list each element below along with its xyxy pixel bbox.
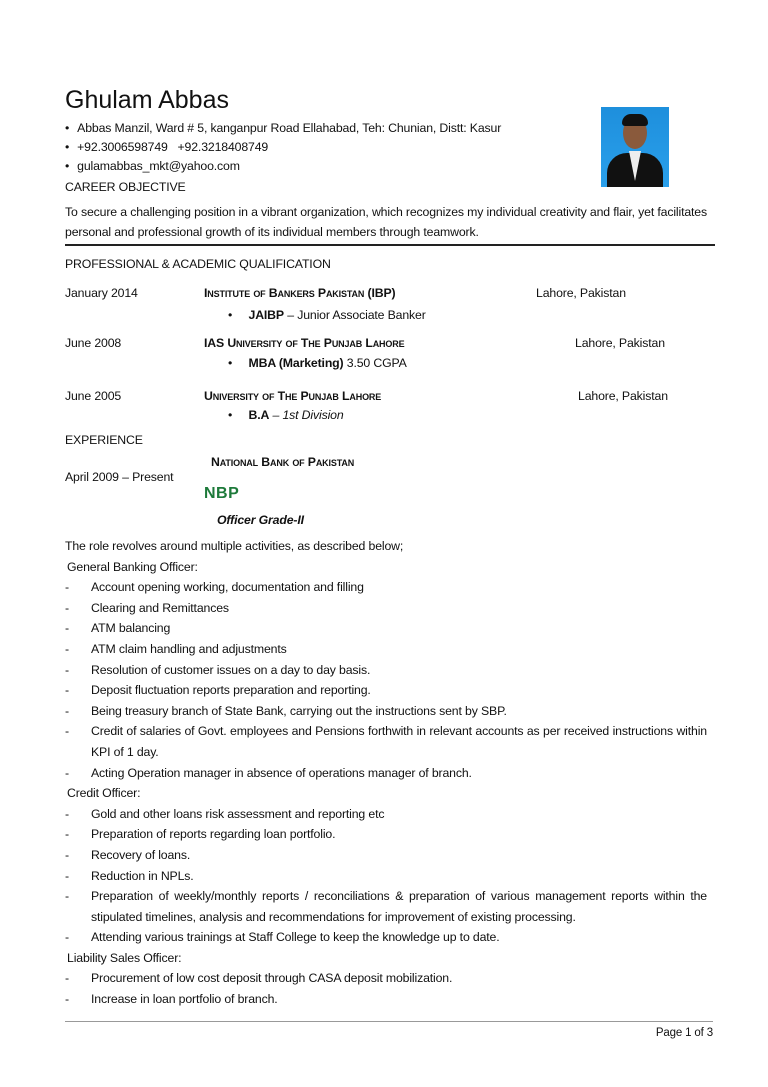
list-item-text: Preparation of reports regarding loan portfolio. [91,827,336,842]
dash-bullet: - [65,806,69,821]
section-heading: Liability Sales Officer: [67,950,182,965]
list-item-text: Procurement of low cost deposit through CASA deposit mobilization. [91,971,453,986]
objective-text: To secure a challenging position in a vibrant organization, which recognizes my individual creativity and flair, yet facilitates personal and professional growth of its individual members through teamwork. [65,205,707,239]
dash-bullet: - [65,662,69,677]
footer-divider [65,1021,713,1022]
list-item-text: Account opening working, documentation and filling [91,580,364,595]
dash-bullet: - [65,992,69,1007]
list-item [65,618,707,639]
list-item [65,660,707,681]
nbp-logo: NBP [204,485,240,502]
dash-bullet: - [65,827,69,842]
list-item [65,866,707,887]
dash-bullet: - [65,889,69,904]
dash-bullet: - [65,621,69,636]
list-item [65,845,707,866]
qual-degree: • JAIBP – Junior Associate Banker [228,308,426,322]
address: • Abbas Manzil, Ward # 5, kanganpur Road Ellahabad, Teh: Chunian, Distt: Kasur [65,121,501,135]
profile-photo [601,107,669,187]
job-title: Officer Grade-II [217,513,304,527]
employer: National Bank of Pakistan [211,455,355,469]
qual-degree: • MBA (Marketing) 3.50 CGPA [228,356,407,370]
list-item [65,639,707,660]
intro: The role revolves around multiple activities, as described below; [65,539,404,553]
employment-dates: April 2009 – Present [65,470,174,484]
list-item [65,927,707,948]
list-item-text: Reduction in NPLs. [91,868,194,883]
qual-degree: • B.A – 1st Division [228,408,344,422]
section-heading: Credit Officer: [67,786,141,801]
list-item-text: ATM balancing [91,621,171,636]
dash-bullet: - [65,641,69,656]
dash-bullet: - [65,847,69,862]
list-item-text: Credit of salaries of Govt. employees and Pensions forthwith in relevant accounts as per received instructions within KPI of 1 day. [91,724,707,759]
divider [65,244,715,246]
qual-location: Lahore, Pakistan [536,286,626,300]
dash-bullet: - [65,580,69,595]
qualification-heading: PROFESSIONAL & ACADEMIC QUALIFICATION [65,257,331,271]
qual-date: June 2008 [65,336,122,350]
list-item-text: Clearing and Remittances [91,600,229,615]
list-item [65,968,707,989]
dash-bullet: - [65,765,69,780]
list-item-text: ATM claim handling and adjustments [91,641,287,656]
qual-location: Lahore, Pakistan [575,336,665,350]
candidate-name: Ghulam Abbas [65,86,229,114]
list-item-text: Being treasury branch of State Bank, carrying out the instructions sent by SBP. [91,703,507,718]
list-item [65,598,707,619]
qual-institution: IAS University of The Punjab Lahore [204,336,405,350]
dash-bullet: - [65,683,69,698]
phone-numbers: • +92.3006598749 +92.3218408749 [65,140,268,154]
qual-institution: University of The Punjab Lahore [204,389,382,403]
qual-date: June 2005 [65,389,122,403]
qual-location: Lahore, Pakistan [578,389,668,403]
list-item [65,824,707,845]
dash-bullet: - [65,868,69,883]
dash-bullet: - [65,600,69,615]
list-item [65,721,707,762]
qual-institution: Institute of Bankers Pakistan (IBP) [204,286,396,300]
dash-bullet: - [65,930,69,945]
list-item [65,804,707,825]
dash-bullet: - [65,703,69,718]
list-item-text: Resolution of customer issues on a day to day basis. [91,662,371,677]
page-number: Page 1 of 3 [655,1027,713,1039]
dash-bullet: - [65,724,69,739]
list-item-text: Deposit fluctuation reports preparation and reporting. [91,683,371,698]
list-item [65,680,707,701]
list-item [65,701,707,722]
list-item-text: Recovery of loans. [91,847,191,862]
responsibilities [65,536,707,1010]
list-item-text: Acting Operation manager in absence of operations manager of branch. [91,765,472,780]
list-item [65,989,707,1010]
dash-bullet: - [65,971,69,986]
qual-date: January 2014 [65,286,138,300]
list-item-text: Gold and other loans risk assessment and reporting etc [91,806,385,821]
objective-heading: CAREER OBJECTIVE [65,180,186,194]
list-item-text: Attending various trainings at Staff College to keep the knowledge up to date. [91,930,500,945]
section-heading: General Banking Officer: [67,559,198,574]
email: • gulamabbas_mkt@yahoo.com [65,159,240,173]
list-item-text: Preparation of weekly/monthly reports / reconciliations & preparation of various management reports within the stipulated timelines, analysis and recommendations for improvement of existing processing. [91,889,707,924]
list-item [65,886,707,927]
list-item [65,763,707,784]
experience-heading: EXPERIENCE [65,433,143,447]
list-item [65,577,707,598]
list-item-text: Increase in loan portfolio of branch. [91,992,278,1007]
